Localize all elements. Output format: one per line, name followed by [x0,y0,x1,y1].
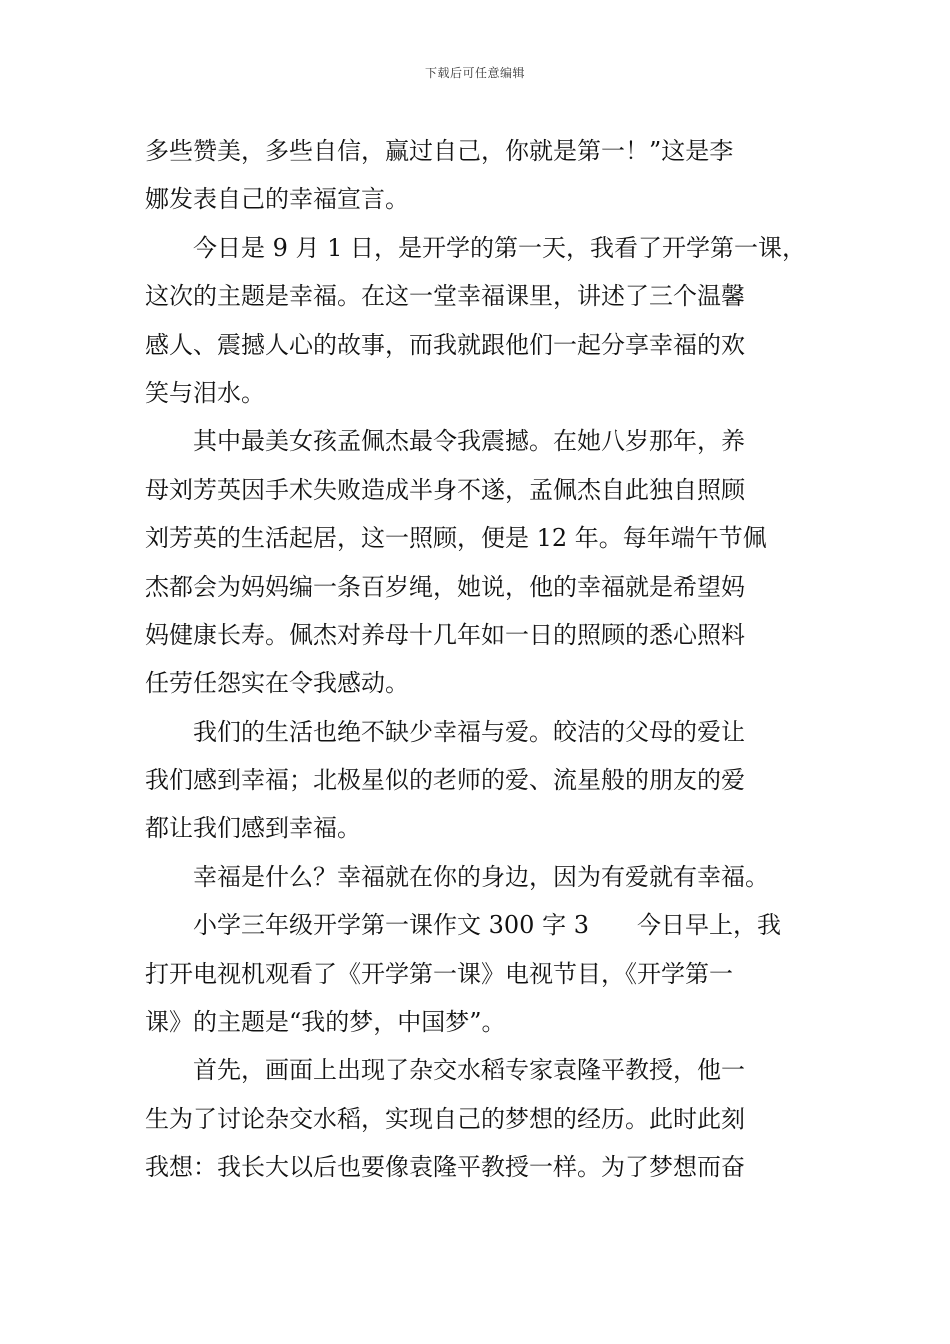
text-line: 刘芳英的生活起居，这一照顾，便是 12 年。每年端午节佩 [145,524,767,553]
text-line: 今日是 9 月 1 日，是开学的第一天，我看了开学第一课， [145,233,807,262]
text-line: 母刘芳英因手术失败造成半身不遂，孟佩杰自此独自照顾 [145,475,745,504]
document-body [145,127,810,1192]
text-line: 多些赞美，多些自信，赢过自己，你就是第一！”这是李 [145,137,734,165]
text-line: 我们的生活也绝不缺少幸福与爱。皎洁的父母的爱让 [145,717,745,746]
text-line: 感人、震撼人心的故事，而我就跟他们一起分享幸福的欢 [145,330,745,359]
text-line: 生为了讨论杂交水稻，实现自己的梦想的经历。此时此刻 [145,1104,745,1133]
text-line: 我想：我长大以后也要像袁隆平教授一样。为了梦想而奋 [145,1153,745,1182]
text-line: 小学三年级开学第一课作文 300 字 3 今日早上，我 [145,911,781,940]
page-header: 下载后可任意编辑 [424,66,525,80]
text-line: 首先，画面上出现了杂交水稻专家袁隆平教授，他一 [145,1056,745,1085]
text-line: 打开电视机观看了《开学第一课》电视节目，《开学第一 [145,959,733,988]
text-line: 其中最美女孩孟佩杰最令我震撼。在她八岁那年，养 [145,427,745,456]
text-line: 妈健康长寿。佩杰对养母十几年如一日的照顾的悉心照料 [145,620,745,649]
text-line: 娜发表自己的幸福宣言。 [145,185,409,214]
text-line: 课》的主题是“我的梦，中国梦”。 [145,1008,506,1037]
text-line: 幸福是什么？幸福就在你的身边，因为有爱就有幸福。 [145,862,769,891]
text-line: 都让我们感到幸福。 [145,814,361,843]
text-line: 杰都会为妈妈编一条百岁绳，她说，他的幸福就是希望妈 [145,572,745,601]
text-line: 笑与泪水。 [145,378,265,407]
text-line: 我们感到幸福；北极星似的老师的爱、流星般的朋友的爱 [145,766,745,795]
text-line: 这次的主题是幸福。在这一堂幸福课里，讲述了三个温馨 [145,282,745,311]
text-line: 任劳任怨实在令我感动。 [145,669,409,698]
